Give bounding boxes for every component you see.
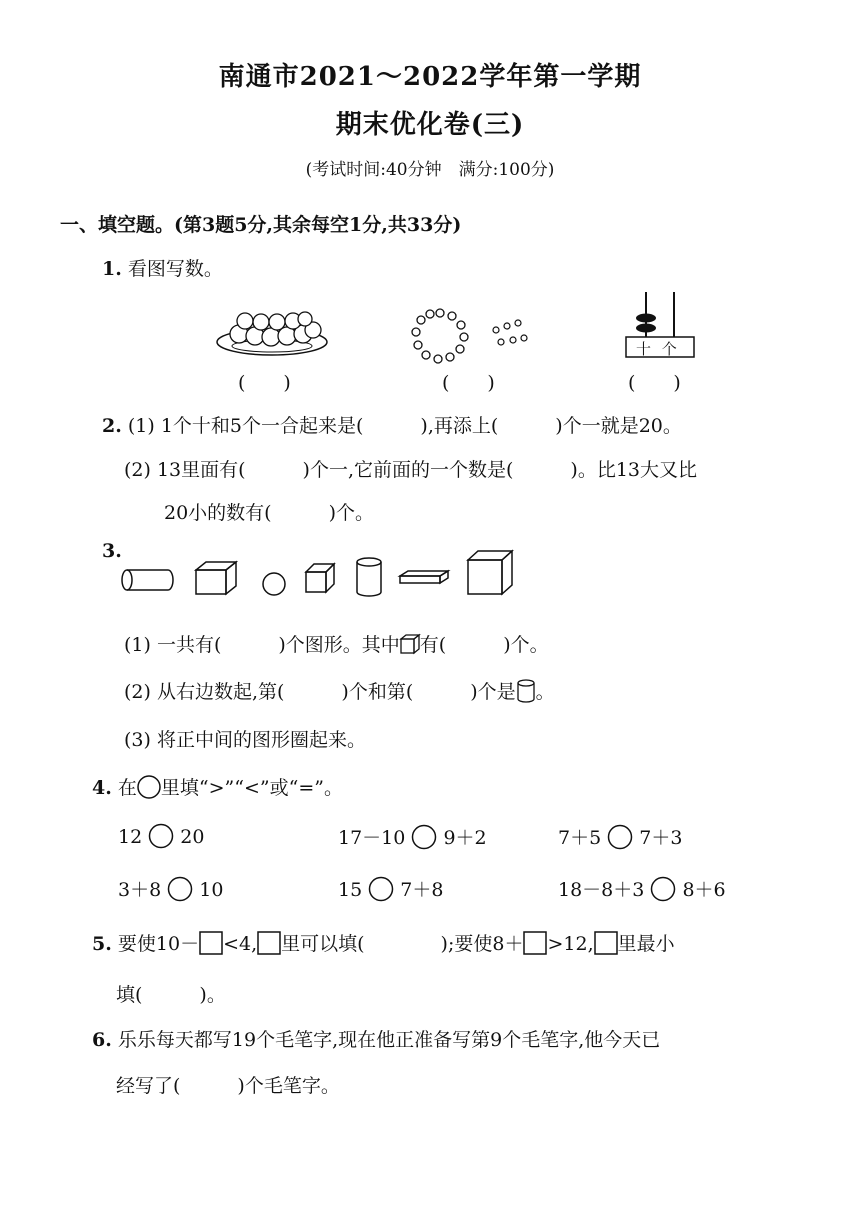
q4-text-b: 里填“>”“<”或“=”。 (160, 777, 343, 799)
q4-item-1 (118, 823, 204, 849)
q5-cont: 填( )。 (116, 984, 226, 1006)
q5-text-a: 要使10－ (117, 933, 200, 955)
shape-small-cube (306, 564, 334, 592)
q4-item-1-left: 12 (118, 826, 143, 848)
question-4 (92, 773, 343, 800)
q5-text-c: 里可以填( );要使8＋ (281, 933, 524, 955)
question-5 (92, 929, 675, 956)
q4-item-3 (558, 823, 682, 850)
q4-item-1-right: 20 (180, 826, 205, 848)
q4-item-3-right: 7＋3 (639, 827, 683, 849)
q4-item-4 (118, 875, 223, 902)
q3-part-2 (124, 677, 555, 704)
q6-number: 6. (92, 1029, 112, 1051)
question-2 (102, 411, 682, 438)
q5-number: 5. (92, 933, 112, 955)
question-6 (92, 1025, 660, 1052)
shape-flat-cuboid (400, 571, 448, 583)
q1-blank-1[interactable]: ( ) (238, 372, 291, 394)
q1-blank-3[interactable]: ( ) (628, 372, 681, 394)
q3-part-1-b: 有( )个。 (419, 634, 549, 656)
q4-item-6 (558, 875, 726, 902)
bead-ring-picture (410, 308, 540, 368)
compare-circle[interactable] (607, 824, 633, 850)
q5-text-e: 里最小 (617, 933, 675, 955)
square-blank[interactable] (257, 931, 281, 955)
shape-cylinder-upright (357, 558, 381, 596)
page-title: 南通市2021～2022学年第一学期 (218, 62, 642, 92)
exam-info: (考试时间:40分钟 满分:100分) (305, 160, 555, 180)
q5-text-b: <4, (223, 933, 258, 955)
q3-part-3: (3) 将正中间的图形圈起来。 (124, 729, 366, 751)
cube-icon (400, 634, 420, 654)
q4-item-6-left: 18－8＋3 (558, 879, 645, 901)
page-subtitle: 期末优化卷(三) (335, 110, 525, 140)
q1-blank-2[interactable]: ( ) (442, 372, 495, 394)
q3-part-2-b: 。 (535, 681, 555, 703)
compare-circle[interactable] (148, 823, 174, 849)
q3-part-1 (124, 630, 549, 657)
compare-circle[interactable] (650, 876, 676, 902)
q4-item-3-left: 7＋5 (558, 827, 602, 849)
q2-part-2: (2) 13里面有( )个一,它前面的一个数是( )。比13大又比 (124, 459, 697, 481)
q3-part-2-a: (2) 从右边数起,第( )个和第( )个是 (124, 681, 516, 703)
q3-part-1-a: (1) 一共有( )个图形。其中 (124, 634, 400, 656)
compare-circle[interactable] (411, 824, 437, 850)
q4-number: 4. (92, 777, 112, 799)
cylinder-icon (516, 679, 536, 703)
fruit-plate-picture (215, 302, 330, 362)
q4-item-4-left: 3＋8 (118, 879, 162, 901)
q1-text: 看图写数。 (127, 258, 223, 280)
shapes-row (118, 548, 518, 600)
q4-item-2 (338, 823, 487, 850)
q2-part-1: (1) 1个十和5个一合起来是( ),再添上( )个一就是20。 (127, 415, 682, 437)
square-blank[interactable] (199, 931, 223, 955)
section-heading-text: 一、填空题。(第3题5分,其余每空1分,共33分) (60, 214, 462, 236)
q4-item-5-left: 15 (338, 879, 363, 901)
circle-blank-icon (137, 775, 161, 799)
question-1 (102, 254, 223, 281)
q1-number: 1. (102, 258, 122, 280)
shape-sphere (263, 573, 285, 595)
q4-item-2-right: 9＋2 (443, 827, 487, 849)
q4-item-6-right: 8＋6 (682, 879, 726, 901)
section-heading (60, 210, 461, 237)
square-blank[interactable] (523, 931, 547, 955)
q4-text-a: 在 (117, 777, 137, 799)
q4-item-5-right: 7＋8 (400, 879, 444, 901)
square-blank[interactable] (594, 931, 618, 955)
q6-line-1: 乐乐每天都写19个毛笔字,现在他正准备写第9个毛笔字,他今天已 (117, 1029, 661, 1051)
shape-large-cube (468, 551, 512, 594)
q2-number: 2. (102, 415, 122, 437)
q5-text-d: >12, (547, 933, 594, 955)
q4-item-2-left: 17－10 (338, 827, 406, 849)
compare-circle[interactable] (368, 876, 394, 902)
q4-item-4-right: 10 (199, 879, 224, 901)
q6-line-2: 经写了( )个毛笔字。 (116, 1075, 340, 1097)
q3-number: 3. (102, 540, 122, 562)
shape-cuboid (196, 562, 236, 594)
shape-cylinder-horizontal (122, 570, 173, 590)
q2-part-2-cont: 20小的数有( )个。 (164, 502, 375, 524)
abacus-label: 十 个 (636, 340, 680, 358)
compare-circle[interactable] (167, 876, 193, 902)
q4-item-5 (338, 875, 443, 902)
